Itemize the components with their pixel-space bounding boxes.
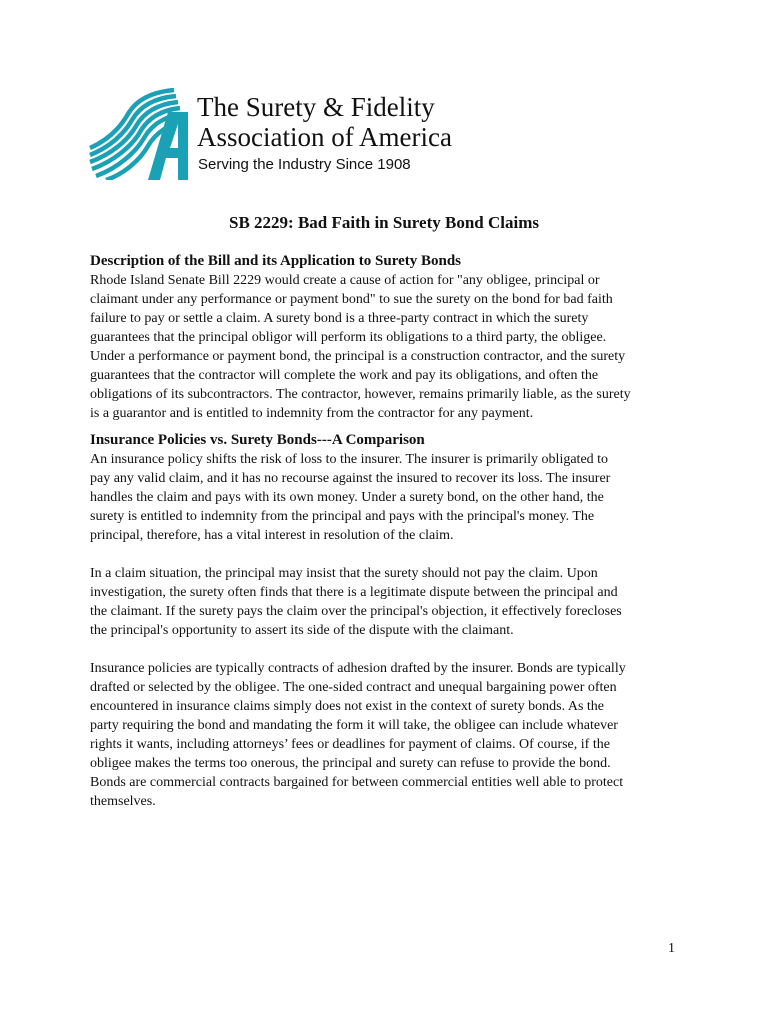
- paragraph-line: encountered in insurance claims simply does not exist in the context of surety bonds. As the: [90, 699, 605, 714]
- paragraph-line: Rhode Island Senate Bill 2229 would create a cause of action for "any obligee, principal or: [90, 273, 600, 288]
- paragraph-line: In a claim situation, the principal may insist that the surety should not pay the claim. Upon: [90, 566, 598, 581]
- paragraph-line: guarantees that the principal obligor will perform its obligations to a third party, the obligee.: [90, 330, 607, 345]
- paragraph-line: Insurance policies are typically contracts of adhesion drafted by the insurer. Bonds are typically: [90, 661, 626, 676]
- paragraph-line: guarantees that the contractor will complete the work and pay its obligations, and often the: [90, 368, 599, 383]
- paragraph-line: claimant under any performance or payment bond" to sue the surety on the bond for bad faith: [90, 292, 613, 307]
- header-logo: [88, 88, 452, 188]
- section-insurance-vs-surety: [90, 431, 690, 811]
- paragraph-line: pay any valid claim, and it has no recourse against the insured to recover its loss. The insurer: [90, 471, 611, 486]
- paragraph: [90, 450, 690, 545]
- organization-name-line-1: The Surety & Fidelity: [197, 92, 435, 122]
- section-bill-description: [90, 252, 690, 423]
- paragraph-line: the claimant. If the surety pays the claim over the principal's objection, it effectively forecloses: [90, 604, 622, 619]
- paragraph-line: handles the claim and pays with its own money. Under a surety bond, on the other hand, the: [90, 490, 604, 505]
- paragraph: [90, 659, 690, 811]
- section-heading: Insurance Policies vs. Surety Bonds---A Comparison: [90, 432, 425, 448]
- document-title: SB 2229: Bad Faith in Surety Bond Claims: [228, 213, 539, 232]
- paragraph-line: obligations of its subcontractors. The contractor, however, remains primarily liable, as the surety: [90, 387, 631, 402]
- page-number: 1: [668, 941, 675, 956]
- sfaa-logo-icon: [88, 88, 196, 180]
- paragraph-line: failure to pay or settle a claim. A surety bond is a three-party contract in which the surety: [90, 311, 589, 326]
- paragraph: [90, 271, 690, 423]
- paragraph-line: surety is entitled to indemnity from the principal and pays with the principal's money. The: [90, 509, 595, 524]
- paragraph-line: Bonds are commercial contracts bargained for between commercial entities well able to protect: [90, 775, 624, 790]
- paragraph-line: Under a performance or payment bond, the principal is a construction contractor, and the surety: [90, 349, 626, 364]
- paragraph: [90, 564, 690, 640]
- paragraph-line: principal, therefore, has a vital interest in resolution of the claim.: [90, 528, 454, 543]
- paragraph-line: An insurance policy shifts the risk of loss to the insurer. The insurer is primarily obligated to: [90, 452, 609, 467]
- paragraph-line: the principal's opportunity to assert its side of the dispute with the claimant.: [90, 623, 514, 638]
- organization-name: [197, 92, 452, 152]
- organization-name-line-2: Association of America: [197, 122, 452, 152]
- paragraph-line: themselves.: [90, 794, 156, 809]
- section-heading: Description of the Bill and its Application to Surety Bonds: [90, 253, 462, 269]
- paragraph-line: obligee makes the terms too onerous, the principal and surety can refuse to provide the bond.: [90, 756, 611, 771]
- paragraph-line: party requiring the bond and mandating the form it will take, the obligee can include whatever: [90, 718, 618, 733]
- paragraph-line: rights it wants, including attorneys’ fees or deadlines for payment of claims. Of course, if the: [90, 737, 610, 752]
- organization-tagline: Serving the Industry Since 1908: [198, 156, 411, 173]
- paragraph-line: drafted or selected by the obligee. The one-sided contract and unequal bargaining power often: [90, 680, 617, 695]
- paragraph-line: investigation, the surety often finds that there is a legitimate dispute between the principal and: [90, 585, 618, 600]
- paragraph-line: is a guarantor and is entitled to indemnity from the contractor for any payment.: [90, 406, 534, 421]
